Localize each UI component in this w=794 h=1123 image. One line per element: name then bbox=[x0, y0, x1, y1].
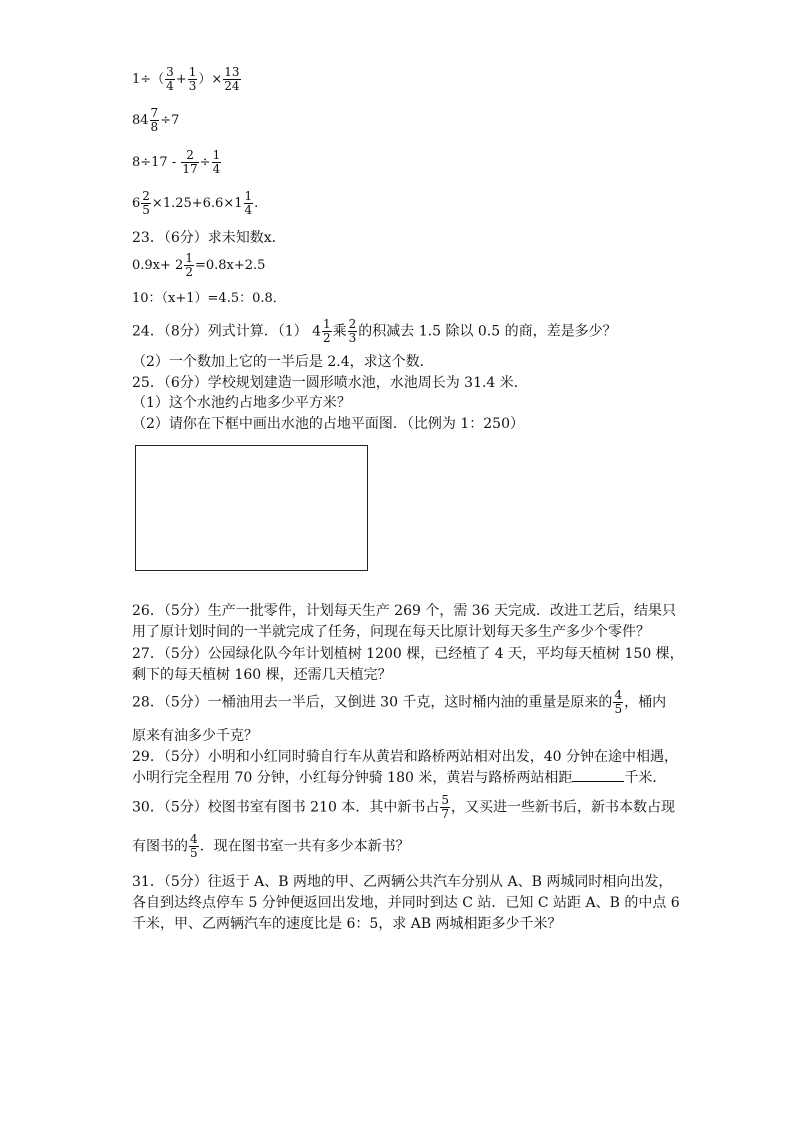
q29-line-1: 29．（5分）小明和小红同时骑自行车从黄岩和路桥两站相对出发，40 分钟在途中相遇， bbox=[132, 749, 678, 765]
q23-equation-2: 10：（x+1）=4.5：0.8． bbox=[132, 291, 286, 306]
q25-line-2: （1）这个水池约占地多少平方米？ bbox=[132, 395, 351, 411]
q26-line-1: 26．（5分）生产一批零件，计划每天生产 269 个，需 36 天完成．改进工艺后，结果只 bbox=[132, 603, 677, 619]
fraction: $\frac{1}{3}$ bbox=[188, 65, 197, 93]
q24-line-1: 24．（8分）列式计算．（1） 4 $\frac{1}{2}$ 乘 $\frac{2}{3}$ 的积减去 1.5 除以 0.5 的商，差是多少？ bbox=[132, 317, 617, 345]
q28-line-2: 原来有油多少千克？ bbox=[132, 728, 258, 744]
fraction: $\frac{4}{5}$ bbox=[614, 688, 623, 716]
q28-line-1: 28．（5分）一桶油用去一半后，又倒进 30 千克，这时桶内油的重量是原来的 $\frac{4}{5}$ ，桶内 bbox=[132, 688, 667, 716]
drawing-box[interactable] bbox=[135, 445, 368, 571]
q23-equation-1: 0.9x+ 2 $\frac{1}{2}$ =0.8x+2.5 bbox=[132, 251, 266, 279]
q25-line-1: 25．（6分）学校规划建造一圆形喷水池，水池周长为 31.4 米． bbox=[132, 375, 528, 391]
q27-line-1: 27．（5分）公园绿化队今年计划植树 1200 棵，已经植了 4 天，平均每天植树 150 棵， bbox=[132, 646, 684, 662]
q29-line-2: 小明行完全程用 70 分钟，小红每分钟骑 180 米，黄岩与路桥两站相距 千米． bbox=[132, 770, 667, 786]
q24-line-2: （2）一个数加上它的一半后是 2.4，求这个数． bbox=[132, 354, 434, 370]
q30-line-1: 30．（5分）校图书室有图书 210 本．其中新书占 $\frac{5}{7}$ ，又买进一些新书后，新书本数占现 bbox=[132, 793, 675, 821]
calc-line-2: 84 $\frac{7}{8}$ ÷7 bbox=[132, 106, 180, 134]
answer-blank[interactable] bbox=[572, 769, 624, 782]
fraction: $\frac{1}{4}$ bbox=[212, 148, 221, 176]
fraction: $\frac{7}{8}$ bbox=[150, 106, 159, 134]
q31-line-2: 各自到达终点停车 5 分钟便返回出发地，并同时到达 C 站．已知 C 站距 A、B 的中点 6 bbox=[132, 895, 680, 911]
q25-line-3: （2）请你在下框中画出水池的占地平面图．（比例为 1：250） bbox=[132, 416, 524, 432]
fraction: $\frac{1}{2}$ bbox=[185, 251, 193, 279]
q31-line-1: 31．（5分）往返于 A、B 两地的甲、乙两辆公共汽车分别从 A、B 两城同时相向出发， bbox=[132, 874, 673, 890]
fraction: $\frac{5}{7}$ bbox=[441, 793, 449, 821]
fraction: $\frac{2}{17}$ bbox=[182, 148, 198, 176]
fraction: $\frac{4}{5}$ bbox=[190, 832, 198, 860]
fraction: $\frac{2}{3}$ bbox=[348, 317, 357, 345]
q26-line-2: 用了原计划时间的一半就完成了任务，问现在每天比原计划每天多生产多少个零件？ bbox=[132, 624, 650, 640]
fraction: $\frac{1}{2}$ bbox=[323, 317, 331, 345]
q30-line-2: 有图书的 $\frac{4}{5}$ ．现在图书室一共有多少本新书？ bbox=[132, 832, 410, 860]
fraction: $\frac{3}{4}$ bbox=[166, 65, 174, 93]
calc-line-3: 8÷17 - $\frac{2}{17}$ ÷ $\frac{1}{4}$ bbox=[132, 148, 221, 176]
fraction: $\frac{13}{24}$ bbox=[224, 65, 240, 93]
fraction: $\frac{1}{4}$ bbox=[244, 189, 253, 217]
q31-line-3: 千米，甲、乙两辆汽车的速度比是 6：5，求 AB 两城相距多少千米？ bbox=[132, 916, 562, 932]
fraction: $\frac{2}{5}$ bbox=[142, 189, 150, 217]
calc-line-1: 1÷（ $\frac{3}{4}$ + $\frac{1}{3}$ ）× $\frac{13}{24}$ bbox=[132, 65, 240, 93]
calc-text: 1÷（ bbox=[132, 72, 165, 87]
q27-line-2: 剩下的每天植树 160 棵，还需几天植完？ bbox=[132, 667, 392, 683]
calc-line-4: 6 $\frac{2}{5}$ ×1.25+6.6×1 $\frac{1}{4}$ . bbox=[132, 189, 259, 217]
q23-title: 23．（6分）求未知数x． bbox=[132, 230, 286, 246]
